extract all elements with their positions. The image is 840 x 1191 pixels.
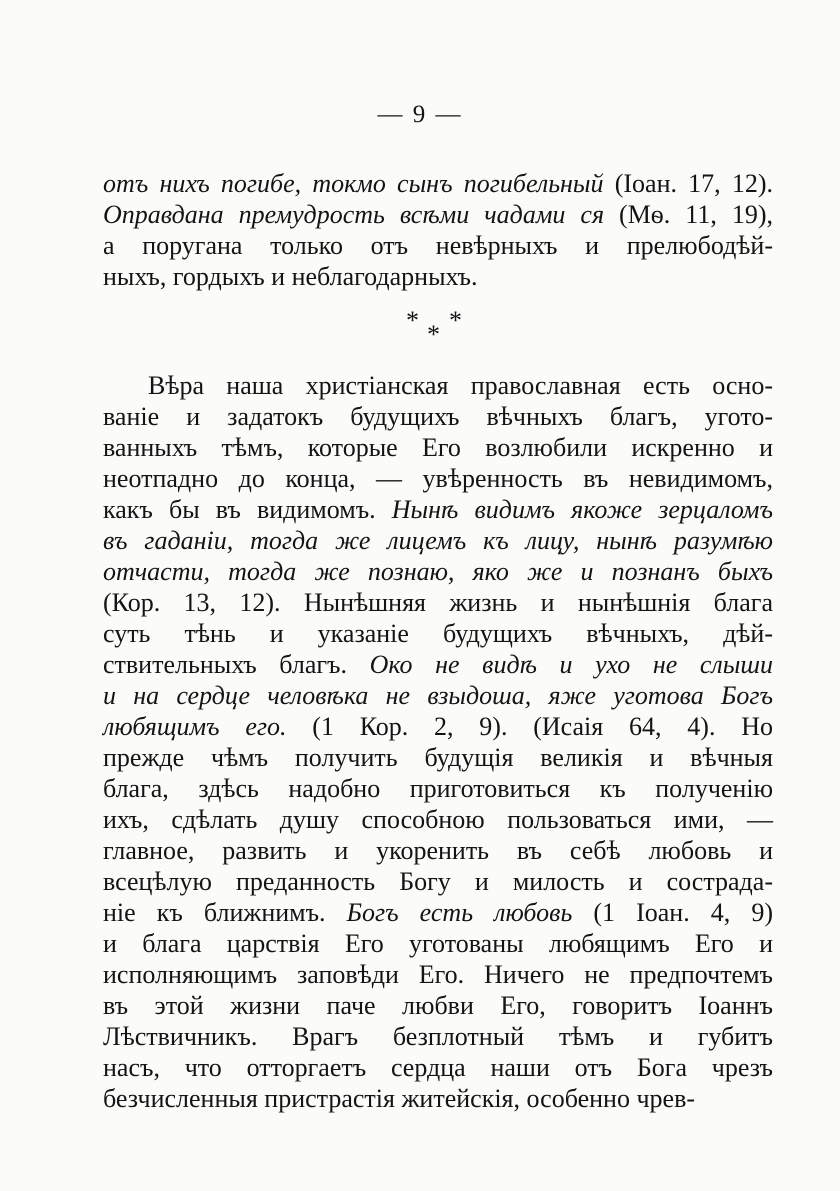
- text-segment: суть тѣнь и указаніе будущихъ вѣчныхъ, дѣй-: [103, 619, 773, 648]
- text-line: [103, 866, 773, 897]
- asterism-star: *: [406, 306, 419, 335]
- text-segment: ваніе и задатокъ будущихъ вѣчныхъ благъ, угото-: [103, 402, 773, 431]
- text-segment: и блага царствія Его уготованы любящимъ Его и: [103, 929, 773, 958]
- text-line: [103, 463, 773, 494]
- text-segment: ныхъ, гордыхъ и неблагодарныхъ.: [103, 262, 478, 291]
- text-line: [103, 494, 773, 525]
- text-line: [103, 230, 773, 261]
- text-line: [103, 835, 773, 866]
- italic-quote-segment: Оправдана премудрость всѣми чадами ся: [103, 200, 620, 229]
- text-line: [103, 261, 773, 292]
- text-segment: (Іоан. 17, 12).: [614, 169, 773, 198]
- text-segment: безчисленныя пристрастія житейскія, особенно чрев-: [103, 1084, 696, 1113]
- text-line: [103, 804, 773, 835]
- text-segment: (1 Іоан. 4, 9): [593, 898, 774, 927]
- text-segment: Вѣра наша христіанская православная есть осно-: [148, 371, 773, 400]
- italic-quote-segment: отъ нихъ погибе, токмо сынъ погибельный: [103, 169, 615, 198]
- page-number: — 9 —: [377, 101, 463, 128]
- text-line: [103, 556, 773, 587]
- text-line: [103, 897, 773, 928]
- text-segment: (Кор. 13, 12). Нынѣшняя жизнь и нынѣшнія блага: [103, 588, 773, 617]
- text-line: [103, 525, 773, 556]
- text-line: [103, 432, 773, 463]
- text-segment: исполняющимъ заповѣди Его. Ничего не предпочтемъ: [103, 960, 773, 989]
- italic-quote-segment: и на сердце человѣка не взыдоша, яже уготова Богъ: [103, 681, 773, 710]
- text-segment: главное, развить и укоренить въ себѣ любовь и: [103, 836, 773, 865]
- text-line: [103, 649, 773, 680]
- text-line: [103, 587, 773, 618]
- text-segment: (Мѳ. 11, 19),: [619, 200, 773, 229]
- text-segment: прежде чѣмъ получить будущія великія и вѣчныя: [103, 743, 773, 772]
- text-line: [103, 1052, 773, 1083]
- asterism-star: *: [427, 320, 440, 349]
- text-line: [103, 1021, 773, 1052]
- text-line: [103, 742, 773, 773]
- text-segment: а поругана только отъ невѣрныхъ и прелюбодѣй-: [103, 231, 773, 260]
- text-segment: насъ, что отторгаетъ сердца наши отъ Бога чрезъ: [103, 1053, 773, 1082]
- text-segment: ихъ, сдѣлать душу способною пользоваться ими, —: [103, 805, 773, 834]
- italic-quote-segment: любящимъ его.: [103, 712, 313, 741]
- italic-quote-segment: отчасти, тогда же познаю, яко же и познанъ быхъ: [103, 557, 773, 586]
- text-line: [103, 711, 773, 742]
- text-line: [103, 680, 773, 711]
- text-line: [103, 1083, 773, 1114]
- text-line: [103, 959, 773, 990]
- text-segment: (1 Кор. 2, 9). (Исаія 64, 4). Но: [312, 712, 773, 741]
- text-line: [103, 990, 773, 1021]
- text-line: [103, 199, 773, 230]
- italic-quote-segment: Нынѣ видимъ якоже зерцаломъ: [391, 495, 773, 524]
- text-segment: ванныхъ тѣмъ, которые Его возлюбили искренно и: [103, 433, 773, 462]
- text-line: [103, 168, 773, 199]
- text-line: [103, 618, 773, 649]
- text-line: [103, 773, 773, 804]
- text-line: [103, 928, 773, 959]
- text-segment: Лѣствичникъ. Врагъ безплотный тѣмъ и губитъ: [103, 1022, 773, 1051]
- text-segment: въ этой жизни паче любви Его, говоритъ Іоаннъ: [103, 991, 773, 1020]
- text-segment: всецѣлую преданность Богу и милость и сострада-: [103, 867, 773, 896]
- text-line: [148, 370, 773, 401]
- text-segment: ствительныхъ благъ.: [103, 650, 370, 679]
- italic-quote-segment: въ гаданіи, тогда же лицемъ къ лицу, нынѣ разумѣю: [103, 526, 773, 555]
- italic-quote-segment: Богъ есть любовь: [346, 898, 594, 927]
- italic-quote-segment: Око не видѣ и ухо не слыши: [369, 650, 773, 679]
- text-segment: ніе къ ближнимъ.: [103, 898, 347, 927]
- text-segment: блага, здѣсь надобно приготовиться къ полученію: [103, 774, 773, 803]
- text-line: [103, 401, 773, 432]
- asterism-star: *: [449, 306, 462, 335]
- text-segment: неотпадно до конца, — увѣренность въ невидимомъ,: [103, 464, 773, 493]
- text-segment: какъ бы въ видимомъ.: [103, 495, 392, 524]
